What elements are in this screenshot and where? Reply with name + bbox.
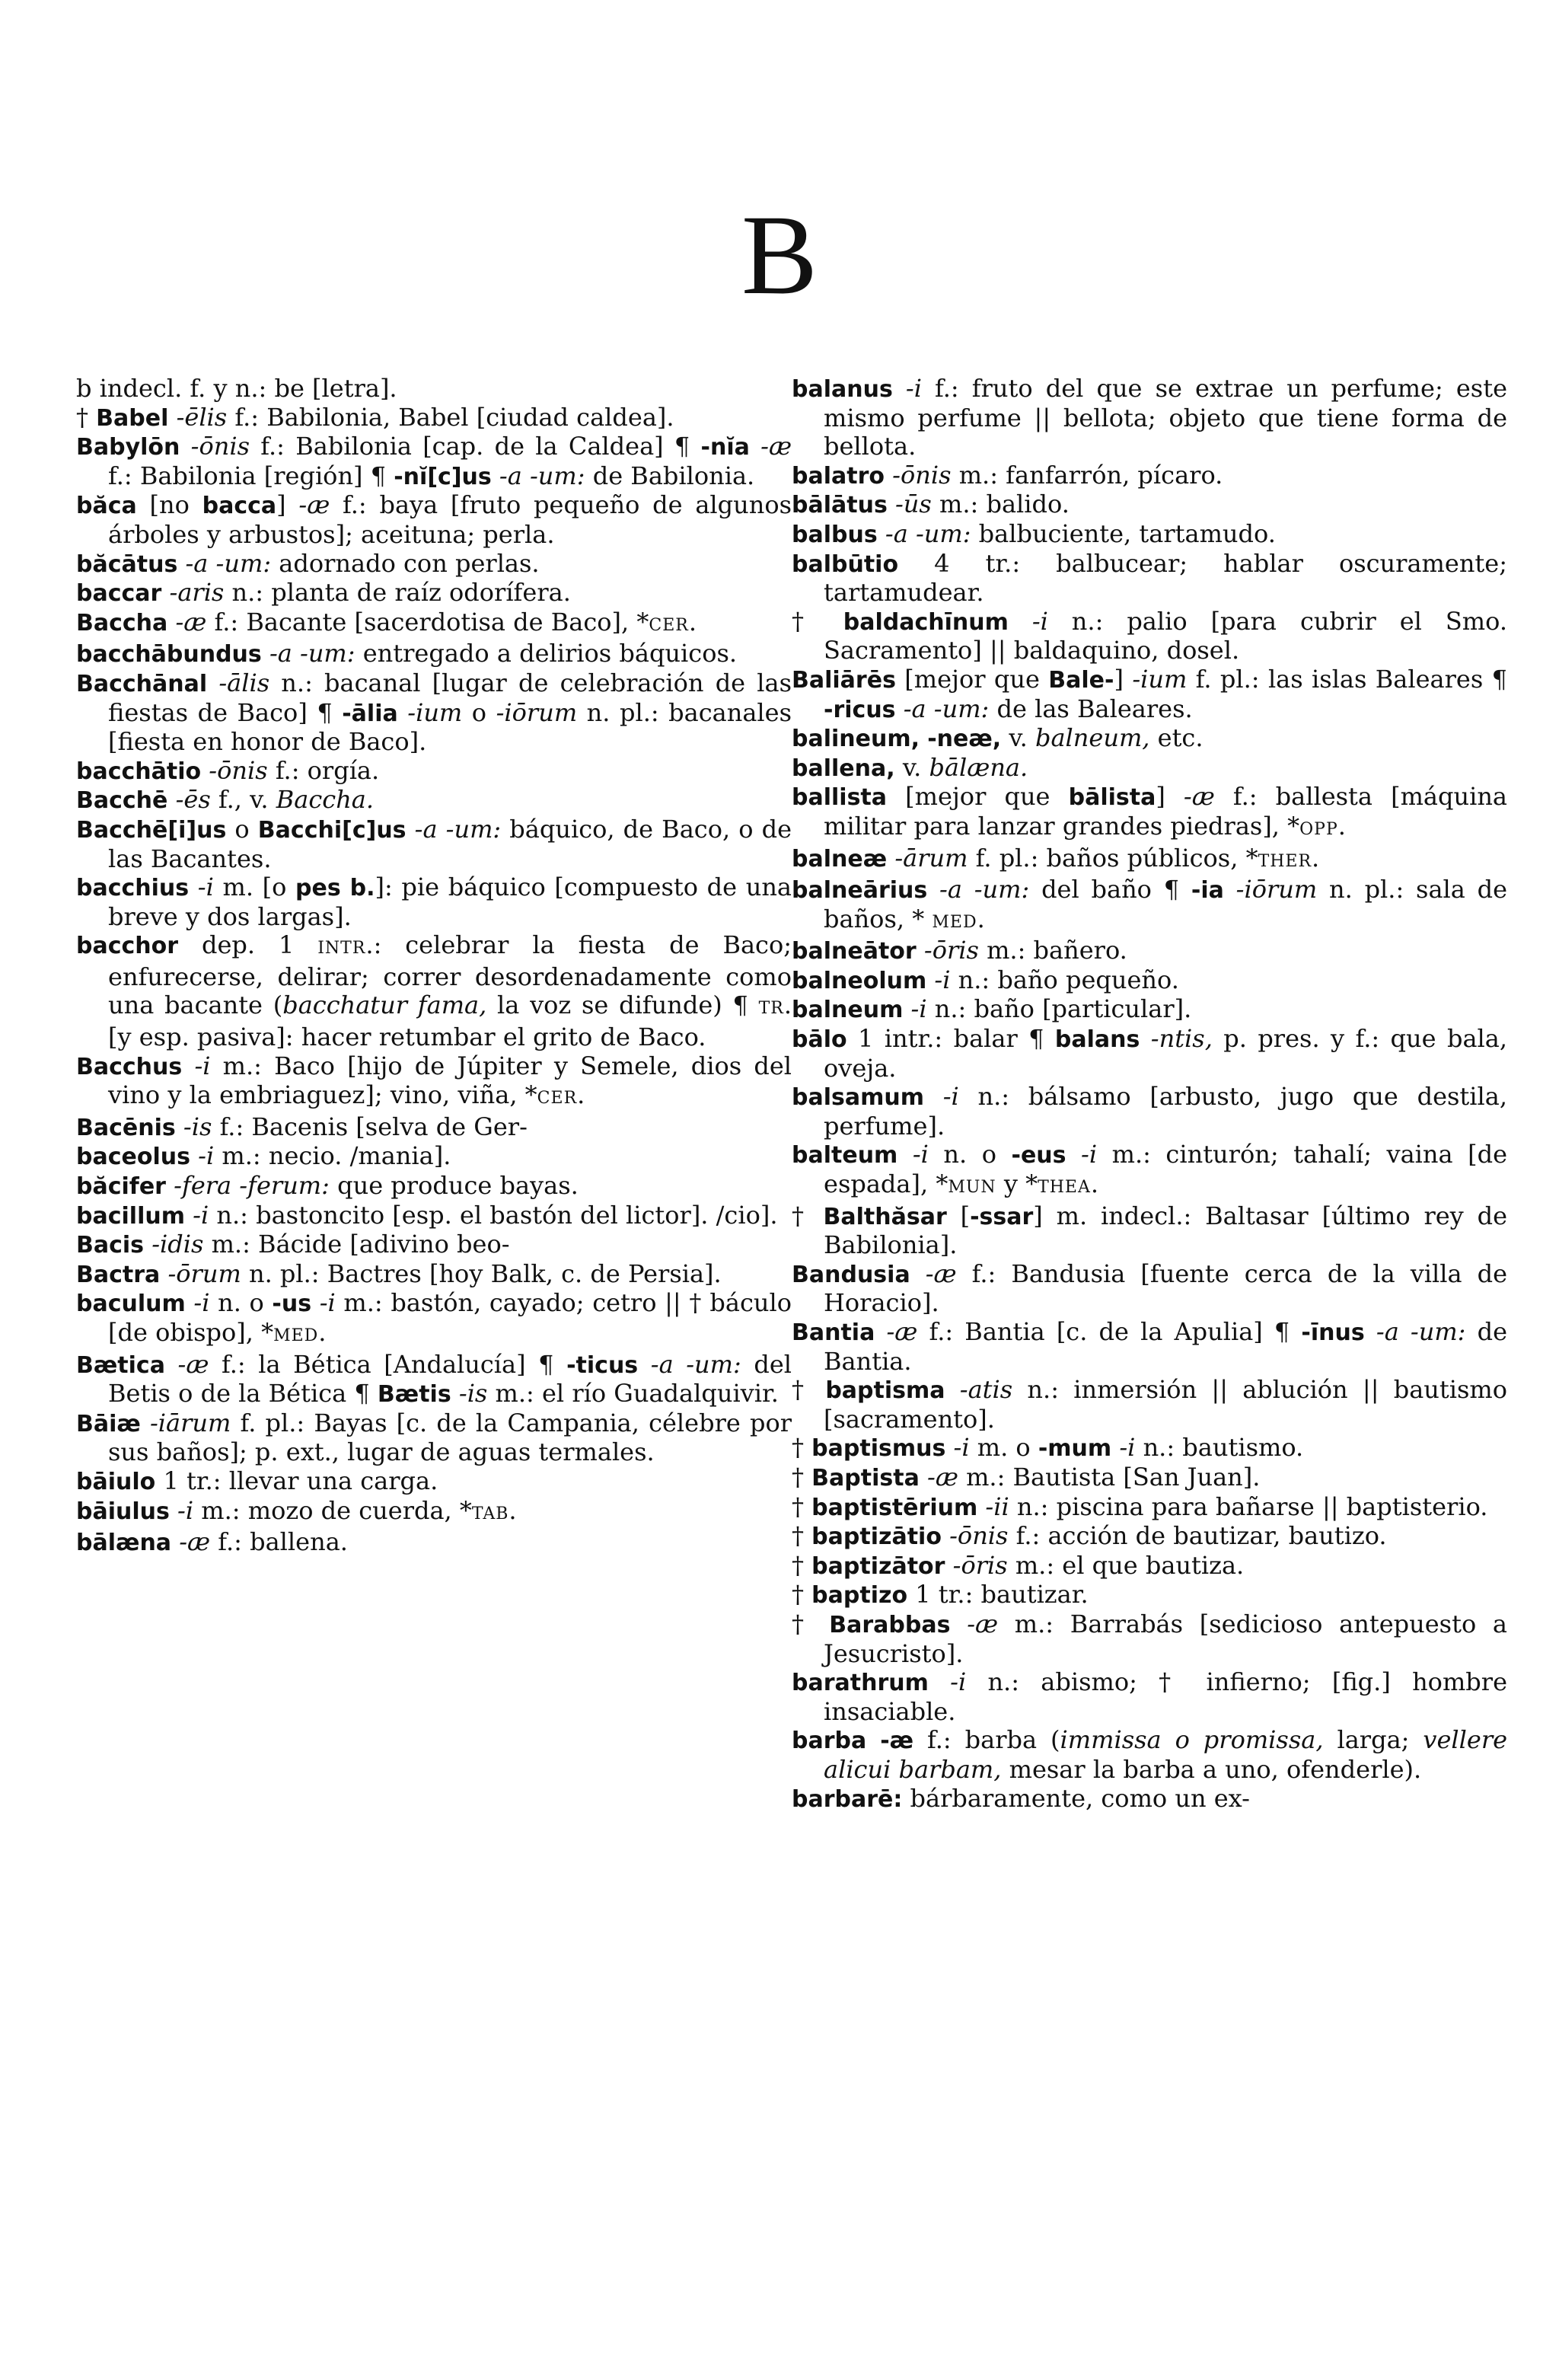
entry-text: balteum -i n. o -eus -i m.: cinturón; tahalí; vaina [de espada], *MUN y *THEA.: [792, 1140, 1508, 1199]
dictionary-entry: [792, 1785, 1507, 1814]
dictionary-entry: [792, 724, 1507, 754]
entry-text: † baptizātor -ōris m.: el que bautiza.: [792, 1550, 1245, 1580]
dictionary-entry: [76, 1409, 792, 1467]
dictionary-entry: [792, 520, 1507, 550]
entry-text: băcātus -a -um: adornado con perlas.: [76, 548, 540, 578]
dictionary-entry: [76, 815, 792, 873]
dictionary-entry: [76, 375, 792, 404]
entry-text: balneolum -i n.: baño pequeño.: [792, 965, 1179, 994]
dictionary-entry: [792, 995, 1507, 1025]
dictionary-entry: [792, 936, 1507, 966]
right-column: [792, 375, 1507, 1814]
entry-text: † baptizātio -ōnis f.: acción de bautizar, bautizo.: [792, 1521, 1387, 1551]
entry-text: baccar -aris n.: planta de raíz odorífera.: [76, 578, 571, 608]
dictionary-entry: [76, 1289, 792, 1350]
dictionary-entry: [792, 1726, 1507, 1784]
dictionary-entry: [792, 1202, 1507, 1260]
entry-text: barathrum -i n.: abismo; † infierno; [fig.] hombre insaciable.: [792, 1667, 1508, 1726]
dictionary-entry: [792, 1376, 1507, 1434]
entry-text: † Baptista -æ m.: Bautista [San Juan].: [792, 1462, 1261, 1491]
dictionary-entry: [792, 1581, 1507, 1610]
dictionary-entry: [76, 1201, 792, 1231]
entry-text: bāiulo 1 tr.: llevar una carga.: [76, 1466, 438, 1495]
dictionary-entry: [792, 1493, 1507, 1523]
dictionary-entry: [76, 873, 792, 931]
entry-text: balneātor -ōris m.: bañero.: [792, 936, 1127, 965]
entry-text: Baccha -æ f.: Bacante [sacerdotisa de Baco], *CER.: [76, 607, 697, 636]
entry-text: balbūtio 4 tr.: balbucear; hablar oscuramente; tartamudear.: [792, 548, 1507, 608]
entry-text: Bacis -idis m.: Bácide [adivino beo-: [76, 1230, 510, 1259]
entry-text: bacchātio -ōnis f.: orgía.: [76, 755, 380, 785]
entry-text: barba -æ f.: barba (immissa o promissa, larga; vellere alicui barbam, mesar la barba a uno, ofenderle).: [792, 1725, 1508, 1784]
page-letter-heading: B: [741, 192, 818, 318]
dictionary-entry: [792, 1141, 1507, 1201]
entry-text: bacchābundus -a -um: entregado a delirios báquicos.: [76, 639, 738, 668]
entry-text: baceolus -i m.: necio. /mania].: [76, 1141, 451, 1171]
dictionary-entry: [792, 1434, 1507, 1463]
dictionary-entry: [76, 404, 792, 433]
entry-text: † baptistērium -ii n.: piscina para bañarse || baptisterio.: [792, 1491, 1488, 1521]
entry-text: Bāiæ -iārum f. pl.: Bayas [c. de la Campania, célebre por sus baños]; p. ext., lugar de aguas termales.: [76, 1408, 792, 1467]
dictionary-entry: [792, 1522, 1507, 1552]
dictionary-entry: [76, 1260, 792, 1290]
entry-text: bāiulus -i m.: mozo de cuerda, *TAB.: [76, 1495, 517, 1525]
dictionary-entry: [792, 844, 1507, 876]
dictionary-entry: [792, 1668, 1507, 1726]
entry-text: † baptisma -atis n.: inmersión || ablución || bautismo [sacramento].: [792, 1375, 1508, 1434]
dictionary-entry: [76, 931, 792, 1051]
dictionary-entry: [792, 966, 1507, 996]
dictionary-entry: [76, 1230, 792, 1260]
dictionary-entry: [76, 669, 792, 757]
dictionary-entry: [792, 608, 1507, 665]
entry-text: balneum -i n.: baño [particular].: [792, 994, 1192, 1024]
dictionary-entry: [792, 550, 1507, 608]
entry-text: bālātus -ūs m.: balido.: [792, 490, 1070, 519]
dictionary-entry: [792, 783, 1507, 844]
dictionary-entry: [76, 1142, 792, 1172]
dictionary-entry: [792, 876, 1507, 936]
entry-text: bacillum -i n.: bastoncito [esp. el bastón del lictor]. /cio].: [76, 1200, 778, 1230]
entry-text: Bandusia -æ f.: Bandusia [fuente cerca de la villa de Horacio].: [792, 1259, 1507, 1318]
entry-text: † Babel -ēlis f.: Babilonia, Babel [ciudad caldea].: [76, 402, 674, 432]
entry-text: † Balthăsar [-ssar] m. indecl.: Baltasar [último rey de Babilonia].: [792, 1201, 1508, 1260]
dictionary-entry: [792, 1552, 1507, 1581]
dictionary-entry: [76, 550, 792, 579]
dictionary-entry: [76, 432, 792, 491]
entry-text: baculum -i n. o -us -i m.: bastón, cayado; cetro || † báculo [de obispo], *MED.: [76, 1288, 792, 1347]
entry-text: balneæ -ārum f. pl.: baños públicos, *THER.: [792, 843, 1320, 873]
entry-text: barbarē: bárbaramente, como un ex-: [792, 1783, 1250, 1813]
entry-text: ballista [mejor que bālista] -æ f.: ballesta [máquina militar para lanzar grandes piedras], *OPP.: [792, 782, 1508, 841]
dictionary-entry: [76, 1052, 792, 1113]
entry-text: băca [no bacca] -æ f.: baya [fruto pequeño de algunos árboles y arbustos]; aceituna; perla.: [76, 490, 792, 549]
dictionary-entry: [76, 608, 792, 640]
entry-text: Bacchē -ēs f., v. Baccha.: [76, 785, 375, 815]
dictionary-entry: [792, 754, 1507, 783]
dictionary-entry: [76, 1497, 792, 1529]
dictionary-entry: [792, 665, 1507, 724]
entry-text: b indecl. f. y n.: be [letra].: [76, 374, 397, 403]
dictionary-entry: [76, 1467, 792, 1497]
left-column: [76, 375, 792, 1558]
dictionary-entry: [76, 1351, 792, 1409]
dictionary-entry: [76, 640, 792, 669]
dictionary-entry: [76, 491, 792, 549]
entry-text: Baliārēs [mejor que Bale-] -ium f. pl.: las islas Baleares ¶ -ricus -a -um: de las Baleares.: [792, 664, 1508, 723]
dictionary-entry: [76, 786, 792, 815]
entry-text: Babylōn -ōnis f.: Babilonia [cap. de la Caldea] ¶ -nĭa -æ f.: Babilonia [región] ¶ -nĭ[c]us -a -um: de Babilonia.: [76, 432, 792, 490]
dictionary-entry: [792, 1318, 1507, 1376]
entry-text: bacchor dep. 1 INTR.: celebrar la fiesta de Baco; enfurecerse, delirar; correr desordenadamente como una bacante (bacchatur fama, la voz se difunde) ¶ TR. [y esp. pasiva]: hacer retumbar el grito de Baco.: [76, 930, 792, 1052]
entry-text: Bacchānal -ālis n.: bacanal [lugar de celebración de las fiestas de Baco] ¶ -ālia -ium o -iōrum n. pl.: bacanales [fiesta en honor de Baco].: [76, 668, 792, 757]
entry-text: balatro -ōnis m.: fanfarrón, pícaro.: [792, 460, 1223, 490]
dictionary-entry: [792, 461, 1507, 491]
entry-text: Bacēnis -is f.: Bacenis [selva de Ger-: [76, 1112, 528, 1141]
dictionary-entry: [792, 1610, 1507, 1668]
dictionary-entry: [792, 1260, 1507, 1318]
entry-text: ballena, v. bālæna.: [792, 752, 1028, 782]
entry-text: Bactra -ōrum n. pl.: Bactres [hoy Balk, c. de Persia].: [76, 1259, 722, 1288]
dictionary-entry: [792, 1463, 1507, 1493]
dictionary-entry: [76, 579, 792, 608]
entry-text: bacchius -i m. [o pes b.]: pie báquico [compuesto de una breve y dos largas].: [76, 873, 792, 931]
dictionary-entry: [792, 1083, 1507, 1141]
dictionary-entry: [76, 757, 792, 786]
entry-text: † baldachīnum -i n.: palio [para cubrir el Smo. Sacramento] || baldaquino, dosel.: [792, 606, 1508, 665]
entry-text: balineum, -neæ, v. balneum, etc.: [792, 723, 1204, 753]
entry-text: Bacchus -i m.: Baco [hijo de Júpiter y Semele, dios del vino y la embriaguez]; vino, viña, *CER.: [76, 1051, 792, 1110]
dictionary-entry: [76, 1528, 792, 1558]
entry-text: Bacchē[i]us o Bacchi[c]us -a -um: báquico, de Baco, o de las Bacantes.: [76, 814, 792, 873]
entry-text: băcifer -fera -ferum: que produce bayas.: [76, 1171, 579, 1201]
entry-text: bālæna -æ f.: ballena.: [76, 1527, 348, 1557]
entry-text: † baptizo 1 tr.: bautizar.: [792, 1580, 1089, 1610]
entry-text: † baptismus -i m. o -mum -i n.: bautismo.: [792, 1433, 1304, 1463]
dictionary-entry: [792, 375, 1507, 461]
entry-text: bālo 1 intr.: balar ¶ balans -ntis, p. pres. y f.: que bala, oveja.: [792, 1024, 1507, 1083]
entry-text: Bantia -æ f.: Bantia [c. de la Apulia] ¶ -īnus -a -um: de Bantia.: [792, 1317, 1508, 1376]
dictionary-entry: [76, 1113, 792, 1143]
dictionary-entry: [792, 1025, 1507, 1083]
entry-text: balanus -i f.: fruto del que se extrae un perfume; este mismo perfume || bellota; objeto que tiene forma de bellota.: [792, 374, 1507, 461]
entry-text: balbus -a -um: balbuciente, tartamudo.: [792, 518, 1276, 548]
dictionary-entry: [792, 490, 1507, 520]
entry-text: balneārius -a -um: del baño ¶ -ia -iōrum n. pl.: sala de baños, * MED.: [792, 875, 1508, 933]
entry-text: † Barabbas -æ m.: Barrabás [sedicioso antepuesto a Jesucristo].: [792, 1609, 1508, 1668]
entry-text: balsamum -i n.: bálsamo [arbusto, jugo que destila, perfume].: [792, 1082, 1508, 1141]
dictionary-entry: [76, 1172, 792, 1201]
entry-text: Bætica -æ f.: la Bética [Andalucía] ¶ -ticus -a -um: del Betis o de la Bética ¶ Bætis -is m.: el río Guadalquivir.: [76, 1349, 792, 1409]
